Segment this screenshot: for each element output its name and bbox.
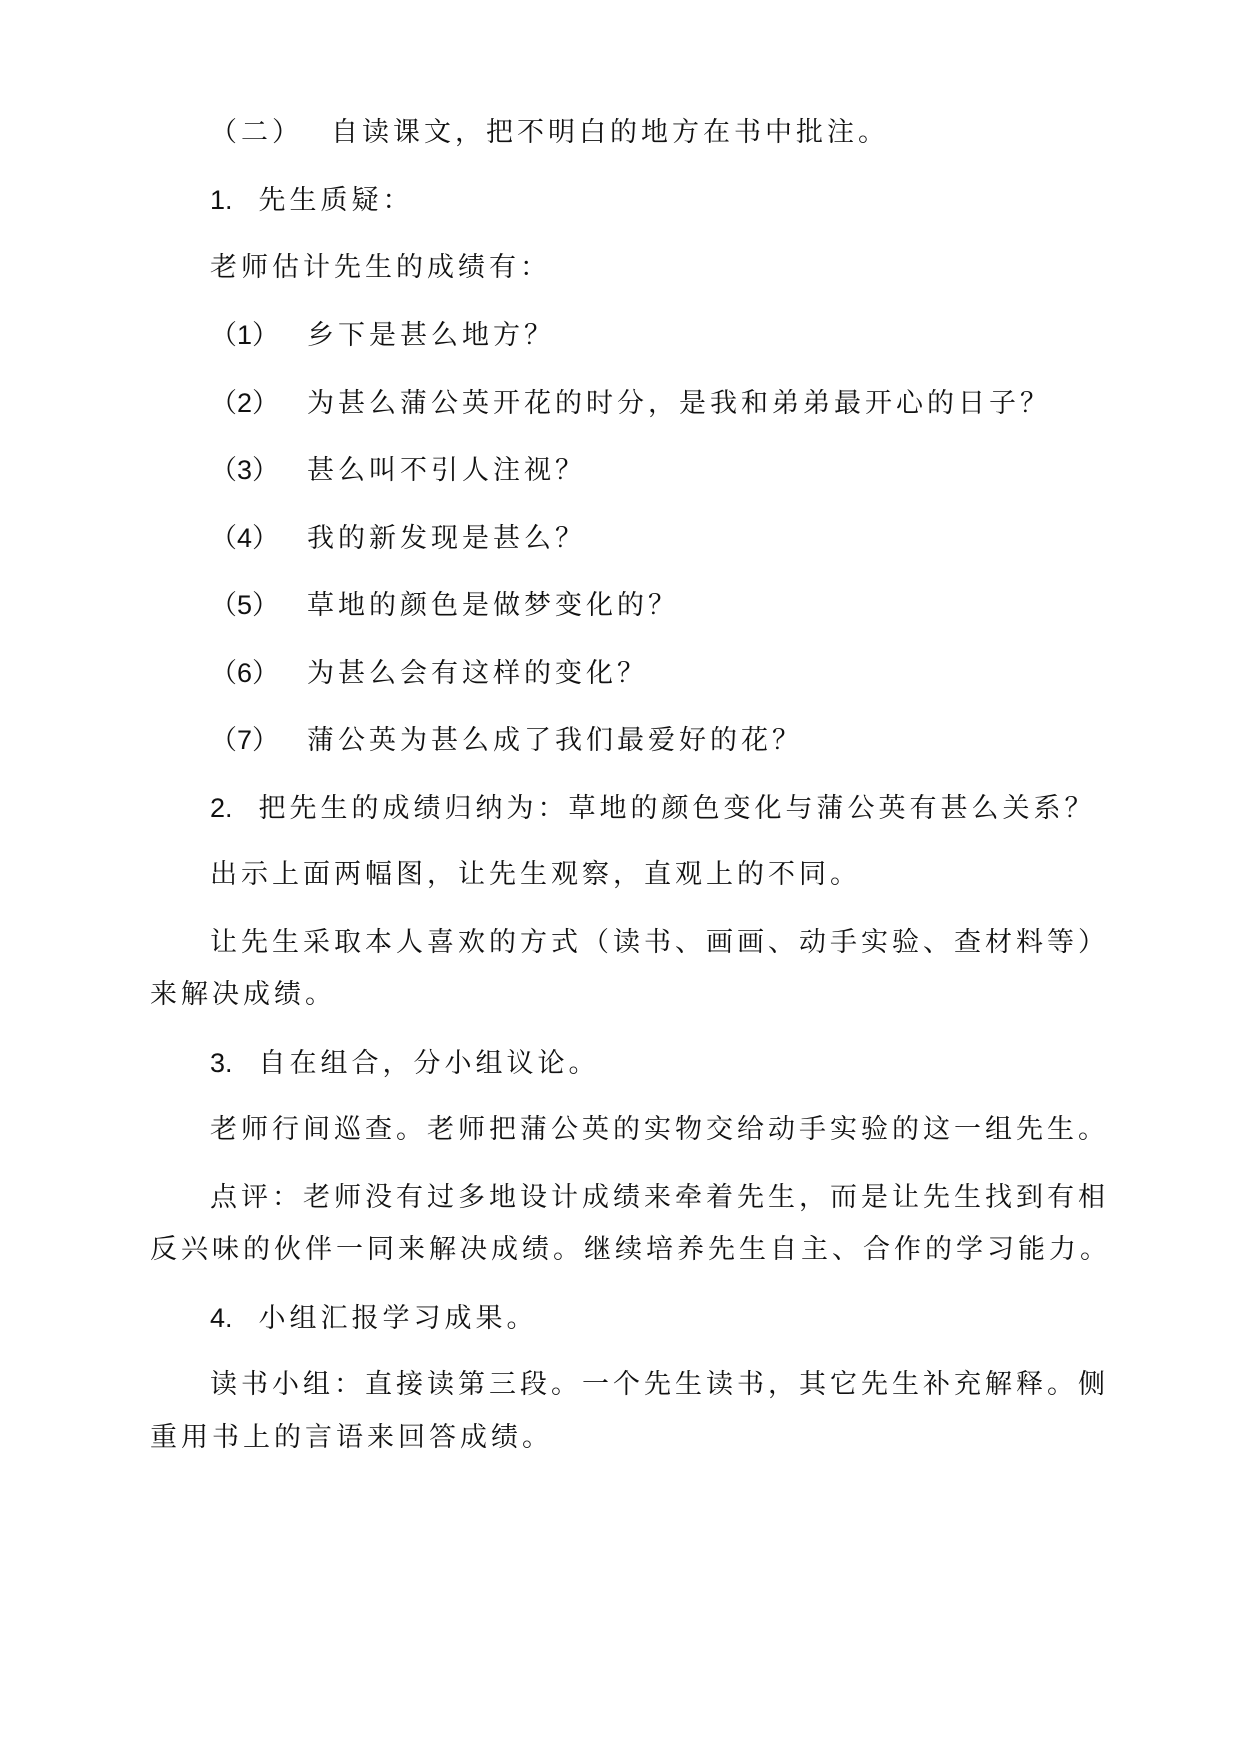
comment-line-1: 点评：老师没有过多地设计成绩来牵着先生，而是让先生找到有相: [210, 1182, 1109, 1213]
question-marker: （2）: [210, 388, 280, 418]
patrol-text: 老师行间巡查。老师把蒲公英的实物交给动手实验的这一组先生。: [210, 1114, 1109, 1145]
question-marker: （5）: [210, 590, 280, 620]
item-3-text: 自在组合，分小组议论。: [258, 1048, 600, 1079]
section-marker: （二）: [210, 117, 303, 148]
item-3-marker: 3.: [210, 1048, 233, 1078]
item-2-text: 把先生的成绩归纳为：草地的颜色变化与蒲公英有甚么关系？: [258, 793, 1096, 824]
item-4: [210, 1298, 538, 1339]
intro-text: 老师估计先生的成绩有：: [210, 252, 551, 283]
question-7: [210, 720, 803, 761]
question-5: [210, 585, 679, 626]
comment-line-2: 反兴味的伙伴一同来解决成绩。继续培养先生自主、合作的学习能力。: [150, 1234, 1111, 1265]
question-text: 甚么叫不引人注视？: [307, 455, 587, 486]
question-1: [210, 315, 555, 356]
question-text: 我的新发现是甚么？: [307, 523, 587, 554]
show-pictures-text: 出示上面两幅图，让先生观察，直观上的不同。: [210, 859, 861, 890]
item-2: [210, 788, 1096, 829]
question-6: [210, 653, 648, 694]
question-text: 蒲公英为甚么成了我们最爱好的花？: [307, 725, 804, 756]
item-1-text: 先生质疑：: [258, 185, 414, 216]
reading-group-line-1: 读书小组：直接读第三段。一个先生读书，其它先生补充解释。侧: [210, 1369, 1109, 1400]
item-1: [210, 180, 414, 221]
method-line-1: 让先生采取本人喜欢的方式（读书、画画、动手实验、查材料等）: [210, 927, 1109, 958]
question-text: 乡下是甚么地方？: [307, 320, 556, 351]
question-2: [210, 383, 1051, 424]
item-2-marker: 2.: [210, 793, 233, 823]
item-4-marker: 4.: [210, 1303, 233, 1333]
reading-group-line-2: 重用书上的言语来回答成绩。: [150, 1422, 553, 1453]
question-marker: （3）: [210, 455, 280, 485]
item-3: [210, 1043, 600, 1084]
method-line-2: 来解决成绩。: [150, 979, 336, 1010]
section-heading-text: 自读课文，把不明白的地方在书中批注。: [331, 117, 889, 148]
question-text: 为甚么会有这样的变化？: [307, 658, 649, 689]
question-3: [210, 450, 586, 491]
question-marker: （6）: [210, 658, 280, 688]
question-marker: （1）: [210, 320, 280, 350]
section-heading: [210, 113, 889, 153]
item-4-text: 小组汇报学习成果。: [258, 1303, 538, 1334]
question-marker: （7）: [210, 725, 280, 755]
question-text: 草地的颜色是做梦变化的？: [307, 590, 680, 621]
item-1-marker: 1.: [210, 185, 233, 215]
question-marker: （4）: [210, 523, 280, 553]
question-text: 为甚么蒲公英开花的时分，是我和弟弟最开心的日子？: [307, 388, 1052, 419]
question-4: [210, 518, 586, 559]
